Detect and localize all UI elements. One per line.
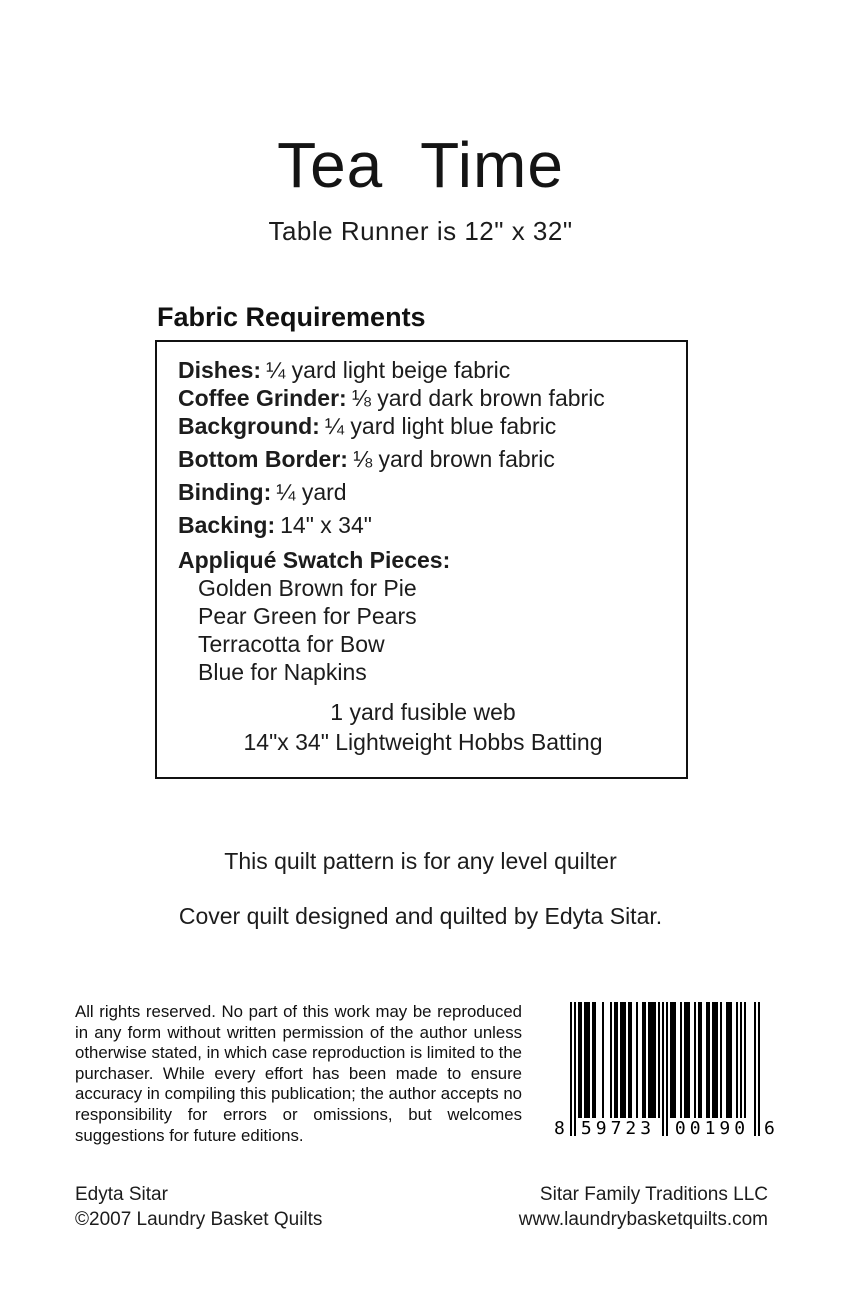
page-subtitle: Table Runner is 12" x 32" [268,216,573,246]
fabric-item-coffee-grinder [178,384,668,412]
upc-digits-right-group: 00190 [671,1120,753,1138]
fabric-item-label: Binding: [178,479,272,505]
fabric-requirements-box [155,340,688,779]
upc-digit-first: 8 [554,1118,565,1139]
barcode-module [758,1002,760,1136]
fabric-item-value: 14" x 34" [280,512,372,538]
applique-piece: Terracotta for Bow [198,631,385,657]
fabric-item-value: ¼ yard light blue fabric [324,413,557,439]
footer-company-block [519,1182,768,1232]
title-block [0,128,841,247]
fabric-requirements-heading: Fabric Requirements [157,302,426,332]
upc-digit-last: 6 [764,1118,775,1139]
note-batting: 14"x 34" Lightweight Hobbs Batting [243,729,603,755]
footer-company-name: Sitar Family Traditions LLC [539,1184,768,1205]
fabric-item-label: Coffee Grinder: [178,385,347,411]
designer-credit-statement: Cover quilt designed and quilted by Edyta Sitar. [178,903,663,929]
fabric-item-dishes [178,356,668,384]
applique-piece: Blue for Napkins [198,659,367,685]
upc-barcode [554,1002,775,1148]
applique-swatch-heading: Appliqué Swatch Pieces: [178,547,451,573]
applique-piece: Golden Brown for Pie [198,575,417,601]
legal-text: All rights reserved. No part of this work may be reproduced in any form without written permission of the author unless otherwise stated, in which case reproduction is limited to the purchaser. While every effort has been made to ensure accuracy in compiling this publication; the author accepts no responsibility for errors or omissions, but welcomes suggestions for future editions. [75,1002,522,1145]
fabric-item-label: Dishes: [178,357,262,383]
fabric-requirements-section [155,302,688,779]
footer-website: www.laundrybasketquilts.com [518,1209,768,1230]
footer-author-name: Edyta Sitar [75,1184,168,1205]
fabric-item-label: Background: [178,413,320,439]
fabric-item-binding [178,478,668,506]
fabric-item-value: ⅛ yard brown fabric [352,446,555,472]
fabric-item-value: ¼ yard [276,479,347,505]
footer-copyright: ©2007 Laundry Basket Quilts [75,1209,323,1230]
fabric-item-value: ⅛ yard dark brown fabric [351,385,605,411]
fabric-item-background [178,412,668,440]
footer-author-block [75,1182,322,1232]
fabric-item-bottom-border [178,445,668,473]
fabric-item-label: Backing: [178,512,276,538]
upc-digits-left-group: 59723 [577,1120,659,1138]
page-title: Tea Time [277,129,564,201]
fabric-item-label: Bottom Border: [178,446,348,472]
fabric-item-value: ¼ yard light beige fabric [266,357,511,383]
skill-level-statement: This quilt pattern is for any level quilter [224,848,617,874]
fabric-item-backing [178,511,668,539]
supplies-notes [178,697,668,757]
applique-piece: Pear Green for Pears [198,603,417,629]
note-fusible-web: 1 yard fusible web [330,699,516,725]
